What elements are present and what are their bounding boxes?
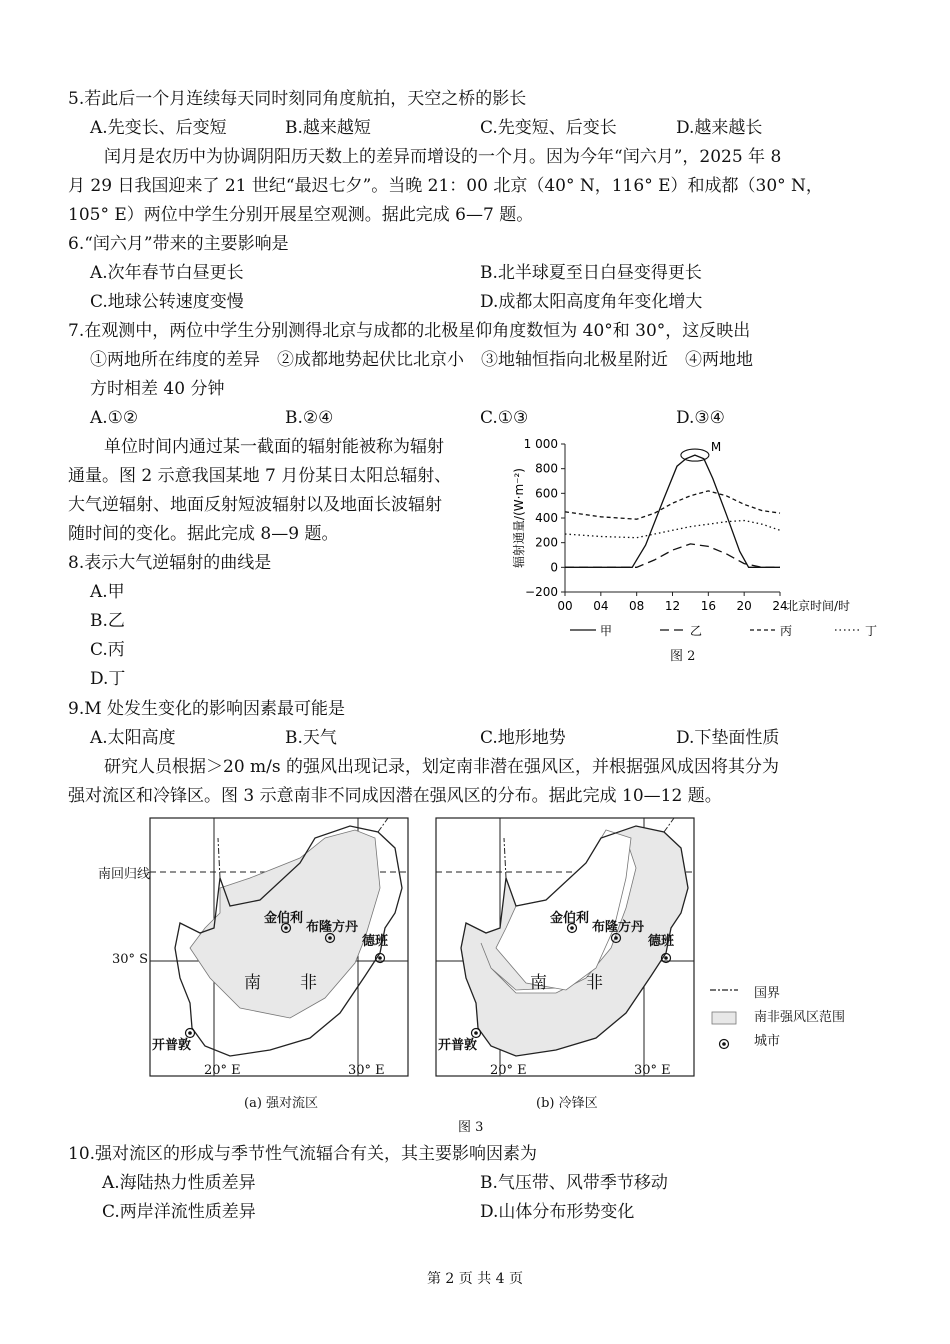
city-durban — [378, 956, 382, 960]
q9-option-a: A.太阳高度 — [90, 728, 176, 748]
b-city-kimberley: 金伯利 — [550, 911, 590, 926]
map-b-lon20-label: 20° E — [490, 1063, 527, 1078]
q5-option-c: C.先变短、后变长 — [480, 118, 617, 138]
series-乙 — [565, 544, 780, 567]
legend-city-label: 城市 — [754, 1034, 781, 1049]
passage89-line4: 随时间的变化。据此完成 8—9 题。 — [68, 524, 339, 544]
q6-option-d: D.成都太阳高度角年变化增大 — [480, 292, 703, 312]
legend-label-丙: 丙 — [780, 624, 793, 638]
q9-stem: 9.M 处发生变化的影响因素最可能是 — [68, 699, 346, 719]
figure3-caption: 图 3 — [458, 1120, 484, 1135]
a-country-label-2: 非 — [300, 973, 317, 993]
legend-zone-icon — [712, 1012, 736, 1024]
passage67-line2: 月 29 日我国迎来了 21 世纪“最迟七夕”。当晚 21：00 北京（40° N，116° E）和成都（30° N， — [68, 176, 823, 196]
b-city-bloemfontein: 布隆方丹 — [592, 920, 645, 935]
map-b-lon30-label: 30° E — [634, 1063, 671, 1078]
x-tick-label: 00 — [557, 599, 573, 613]
q10-option-d: D.山体分布形势变化 — [480, 1202, 635, 1222]
b-country-label-1: 南 — [530, 973, 547, 993]
q9-option-b: B.天气 — [285, 728, 337, 748]
a-city-bloemfontein: 布隆方丹 — [306, 920, 359, 935]
page-footer: 第 2 页 共 4 页 — [426, 1271, 524, 1287]
x-tick-label: 24 — [772, 599, 788, 613]
q7-option-a: A.①② — [90, 408, 139, 428]
y-tick-label: −200 — [525, 585, 558, 599]
x-tick-label: 20 — [736, 599, 752, 613]
q9-option-c: C.地形地势 — [480, 728, 566, 748]
q7-stem: 7.在观测中，两位中学生分别测得北京与成都的北极星仰角度数恒为 40°和 30°，这反映出 — [68, 321, 751, 341]
q7-items-line2: 方时相差 40 分钟 — [90, 379, 225, 399]
q9-option-d: D.下垫面性质 — [676, 728, 780, 748]
lat30-label: 30° S — [112, 952, 149, 967]
q7-option-d: D.③④ — [676, 408, 725, 428]
passage67-line1: 闰月是农历中为协调阴阳历天数上的差异而增设的一个月。因为今年“闰六月”，2025 年 8 — [104, 147, 782, 167]
a-city-kimberley: 金伯利 — [264, 911, 304, 926]
m-label: M — [710, 440, 722, 455]
passage89-line2: 通量。图 2 示意我国某地 7 月份某日太阳总辐射、 — [68, 466, 452, 486]
y-tick-label: 0 — [550, 560, 558, 575]
map-a-caption: (a) 强对流区 — [244, 1096, 319, 1111]
legend-label-丁: 丁 — [865, 624, 878, 638]
q6-option-a: A.次年春节白昼更长 — [90, 263, 244, 283]
x-tick-label: 08 — [629, 599, 645, 613]
x-tick-label: 12 — [664, 599, 681, 613]
passage1012-line1: 研究人员根据＞20 m/s 的强风出现记录，划定南非潜在强风区，并根据强风成因将其分为 — [104, 757, 780, 777]
q5-option-d: D.越来越长 — [676, 118, 763, 138]
x-axis-label: 北京时间/时 — [786, 599, 851, 613]
b-country-label-2: 非 — [586, 973, 603, 993]
q8-option-a: A.甲 — [90, 582, 125, 602]
series-甲 — [565, 455, 780, 567]
q8-option-b: B.乙 — [90, 611, 125, 631]
b-city-durban: 德班 — [648, 934, 675, 949]
passage67-line3: 105° E）两位中学生分别开展星空观测。据此完成 6—7 题。 — [68, 205, 534, 225]
map-b-caption: (b) 冷锋区 — [536, 1096, 598, 1111]
passage89-line3: 大气逆辐射、地面反射短波辐射以及地面长波辐射 — [68, 495, 442, 515]
a-country-label-1: 南 — [244, 973, 261, 993]
y-tick-label: 200 — [535, 535, 558, 550]
q10-option-b: B.气压带、风带季节移动 — [480, 1173, 668, 1193]
q10-stem: 10.强对流区的形成与季节性气流辐合有关，其主要影响因素为 — [68, 1144, 538, 1164]
y-axis-label: 辐射通量/(W·m⁻²) — [512, 468, 526, 568]
q5-option-a: A.先变长、后变短 — [90, 118, 227, 138]
legend-zone-label: 南非强风区范围 — [754, 1010, 846, 1025]
q5-stem: 5.若此后一个月连续每天同时刻同角度航拍，天空之桥的影长 — [68, 89, 527, 109]
a-city-durban: 德班 — [362, 934, 389, 949]
legend-label-甲: 甲 — [600, 624, 613, 638]
y-tick-label: 400 — [535, 511, 558, 525]
q8-option-d: D.丁 — [90, 669, 126, 689]
series-丁 — [565, 521, 780, 538]
q6-stem: 6.“闰六月”带来的主要影响是 — [68, 234, 289, 254]
q10-option-a: A.海陆热力性质差异 — [102, 1173, 256, 1193]
y-tick-label: 800 — [535, 461, 558, 476]
passage1012-line2: 强对流区和冷锋区。图 3 示意南非不同成因潜在强风区的分布。据此完成 10—12 题。 — [68, 786, 722, 806]
q7-option-c: C.①③ — [480, 408, 529, 428]
map-a-lon30-label: 30° E — [348, 1063, 385, 1078]
y-tick-label: 600 — [535, 486, 558, 501]
tropic-label: 南回归线 — [98, 867, 151, 882]
map-legend — [710, 990, 738, 1049]
q7-items-line1: ①两地所在纬度的差异 ②成都地势起伏比北京小 ③地轴恒指向北极星附近 ④两地地 — [90, 350, 753, 370]
figure2-caption: 图 2 — [670, 649, 696, 664]
city-kimberley — [284, 926, 288, 930]
q8-stem: 8.表示大气逆辐射的曲线是 — [68, 553, 272, 573]
q7-option-b: B.②④ — [285, 408, 334, 428]
b-city-capetown: 开普敦 — [438, 1038, 478, 1053]
legend-label-乙: 乙 — [690, 624, 703, 638]
x-tick-label: 04 — [593, 599, 609, 613]
radiation-flux-chart — [505, 432, 878, 672]
a-city-capetown: 开普敦 — [152, 1038, 192, 1053]
q10-option-c: C.两岸洋流性质差异 — [102, 1202, 256, 1222]
q5-option-b: B.越来越短 — [285, 118, 371, 138]
city-bloemfontein — [328, 936, 332, 940]
map-a-lon20-label: 20° E — [204, 1063, 241, 1078]
x-tick-label: 16 — [700, 599, 716, 613]
passage89-line1: 单位时间内通过某一截面的辐射能被称为辐射 — [104, 437, 444, 457]
q6-option-b: B.北半球夏至日白昼变得更长 — [480, 263, 702, 283]
q8-option-c: C.丙 — [90, 640, 125, 660]
y-tick-label: 1 000 — [523, 437, 558, 451]
series-丙 — [565, 491, 780, 519]
legend-border-label: 国界 — [754, 986, 781, 1001]
q6-option-c: C.地球公转速度变慢 — [90, 292, 244, 312]
